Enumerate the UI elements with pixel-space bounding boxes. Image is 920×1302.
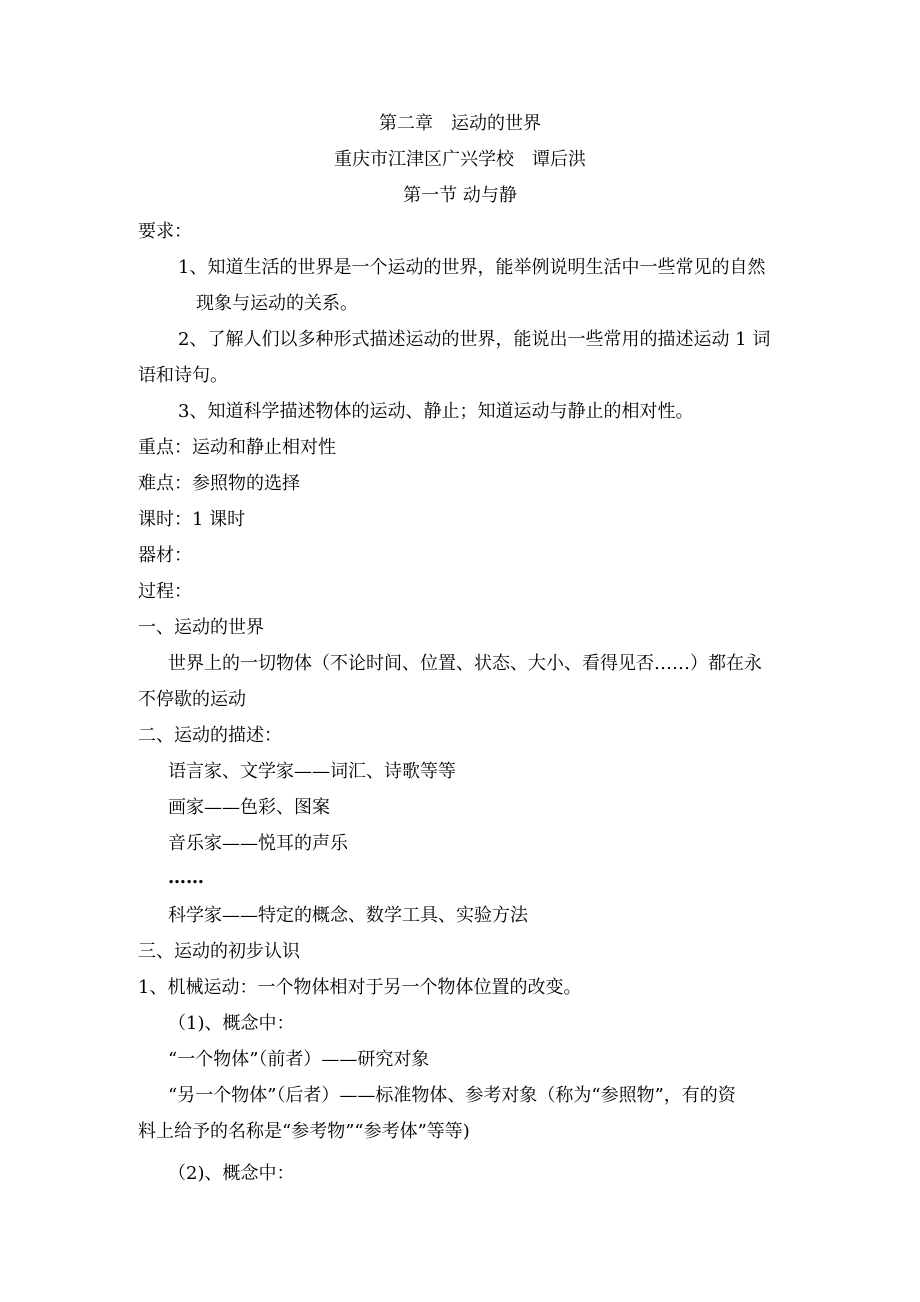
class-hours: 课时：1 课时 (138, 509, 246, 530)
concept-point-2: （2)、概念中： (168, 1163, 295, 1184)
object-explanation: “一个物体”（前者）——研究对象 (168, 1049, 430, 1070)
description-item-scientist: 科学家——特定的概念、数学工具、实验方法 (168, 905, 528, 926)
requirement-3: 3、知道科学描述物体的运动、静止；知道运动与静止的相对性。 (178, 401, 694, 422)
part-1-heading: 一、运动的世界 (138, 617, 264, 638)
section-title: 第一节 动与静 (403, 185, 517, 206)
part-2-heading: 二、运动的描述： (138, 725, 282, 746)
description-item-ellipsis: …… (168, 867, 204, 888)
key-point: 重点：运动和静止相对性 (138, 437, 336, 458)
part-1-text-line-2: 不停歇的运动 (138, 689, 246, 710)
mechanical-motion-definition: 1、机械运动：一个物体相对于另一个物体位置的改变。 (138, 977, 582, 998)
process: 过程： (138, 581, 192, 602)
concept-point-1: （1)、概念中： (168, 1013, 295, 1034)
description-item-painter: 画家——色彩、图案 (168, 797, 330, 818)
description-item-linguist: 语言家、文学家——词汇、诗歌等等 (168, 761, 456, 782)
difficulty: 难点：参照物的选择 (138, 473, 300, 494)
reference-explanation-line-2: 料上给予的名称是“参考物”“参考体”等等) (138, 1121, 470, 1142)
chapter-title: 第二章 运动的世界 (379, 113, 541, 134)
requirement-1-line-1: 1、知道生活的世界是一个运动的世界，能举例说明生活中一些常见的自然 (178, 257, 766, 278)
requirement-1-line-2: 现象与运动的关系。 (196, 293, 358, 314)
materials: 器材： (138, 545, 192, 566)
requirements-label: 要求： (138, 221, 192, 242)
requirement-2-line-2: 语和诗句。 (138, 365, 228, 386)
reference-explanation-line-1: “另一个物体”（后者）——标准物体、参考对象（称为“参照物”，有的资 (168, 1085, 736, 1106)
requirement-2-line-1: 2、了解人们以多种形式描述运动的世界，能说出一些常用的描述运动 1 词 (178, 329, 771, 350)
part-3-heading: 三、运动的初步认识 (138, 941, 300, 962)
description-item-musician: 音乐家——悦耳的声乐 (168, 833, 348, 854)
author-line: 重庆市江津区广兴学校 谭后洪 (334, 149, 586, 170)
part-1-text-line-1: 世界上的一切物体（不论时间、位置、状态、大小、看得见否……）都在永 (168, 653, 762, 674)
